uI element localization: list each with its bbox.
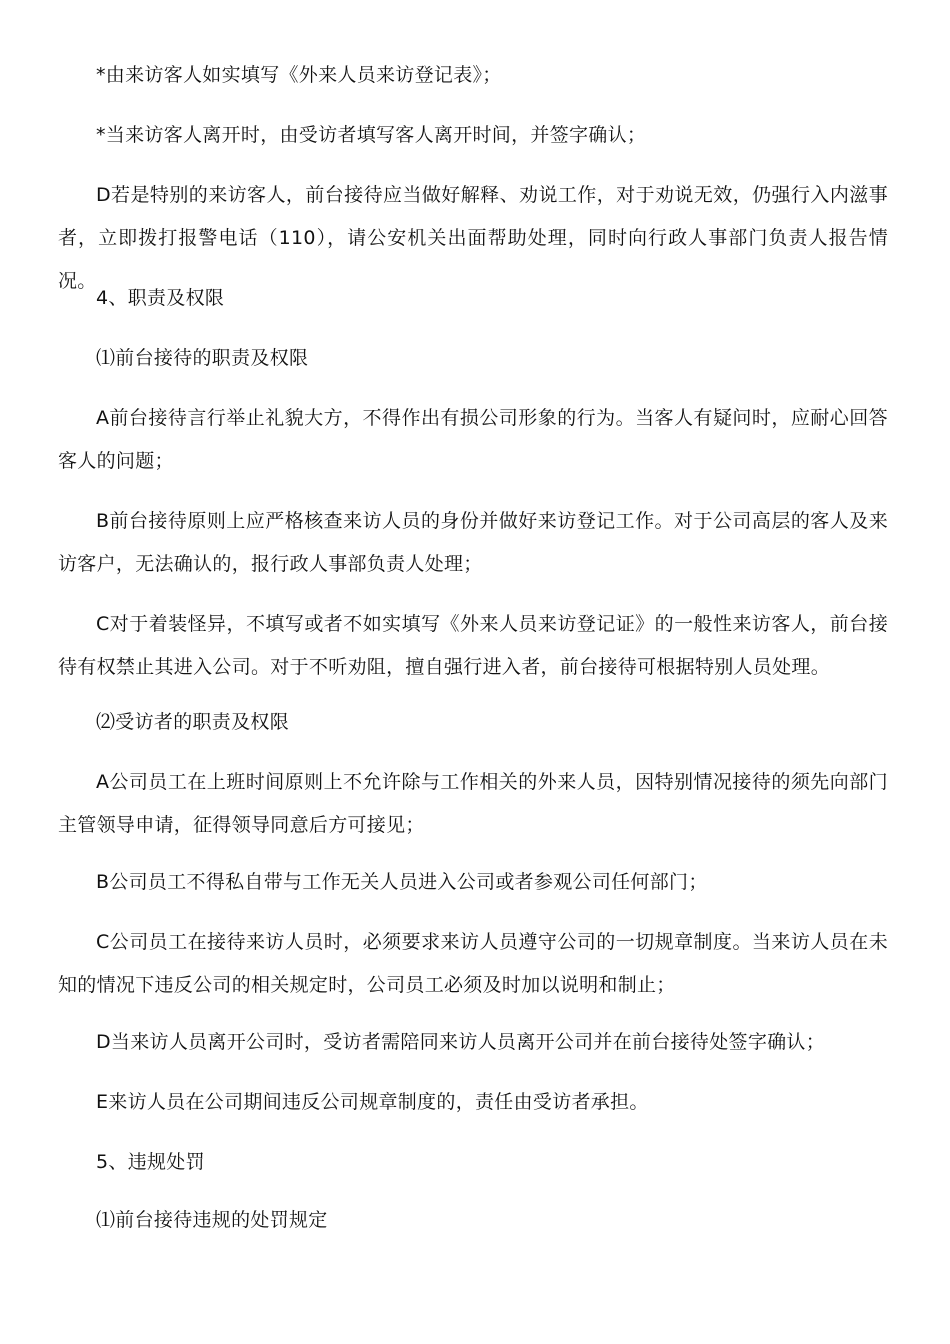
paragraph-visitor-register: *由来访客人如实填写《外来人员来访登记表》； [96, 64, 502, 86]
paragraph-visitor-leave: *当来访客人离开时，由受访者填写客人离开时间，并签字确认； [96, 124, 647, 146]
paragraph-host-d: D当来访人员离开公司时，受访者需陪同来访人员离开公司并在前台接待处签字确认； [96, 1031, 826, 1053]
paragraph-host-e: E来访人员在公司期间违反公司规章制度的，责任由受访者承担。 [96, 1091, 649, 1113]
paragraph-host-b: B公司员工不得私自带与工作无关人员进入公司或者参观公司任何部门； [96, 871, 708, 893]
subsection-heading-host-duties: ⑵受访者的职责及权限 [96, 711, 290, 733]
paragraph-host-a: A公司员工在上班时间原则上不允许除与工作相关的外来人员，因特别情况接待的须先向部门主管领导申请，征得领导同意后方可接见； [58, 771, 888, 836]
paragraph-host-c: C公司员工在接待来访人员时，必须要求来访人员遵守公司的一切规章制度。当来访人员在未知的情况下违反公司的相关规定时，公司员工必须及时加以说明和制止； [58, 931, 888, 996]
subsection-heading-reception-penalties: ⑴前台接待违规的处罚规定 [96, 1209, 328, 1231]
section-heading-penalties: 5、违规处罚 [96, 1151, 205, 1173]
paragraph-special-visitor: D若是特别的来访客人，前台接待应当做好解释、劝说工作，对于劝说无效，仍强行入内滋事者，立即拨打报警电话（110），请公安机关出面帮助处理，同时向行政人事部门负责人报告情况。 [58, 184, 888, 292]
paragraph-reception-a: A前台接待言行举止礼貌大方，不得作出有损公司形象的行为。当客人有疑问时，应耐心回答客人的问题； [58, 407, 888, 472]
paragraph-reception-c: C对于着装怪异，不填写或者不如实填写《外来人员来访登记证》的一般性来访客人，前台接待有权禁止其进入公司。对于不听劝阻，擅自强行进入者，前台接待可根据特别人员处理。 [58, 613, 888, 678]
section-heading-duties: 4、职责及权限 [96, 287, 225, 309]
subsection-heading-reception-duties: ⑴前台接待的职责及权限 [96, 347, 309, 369]
paragraph-reception-b: B前台接待原则上应严格核查来访人员的身份并做好来访登记工作。对于公司高层的客人及来访客户，无法确认的，报行政人事部负责人处理； [58, 510, 888, 575]
